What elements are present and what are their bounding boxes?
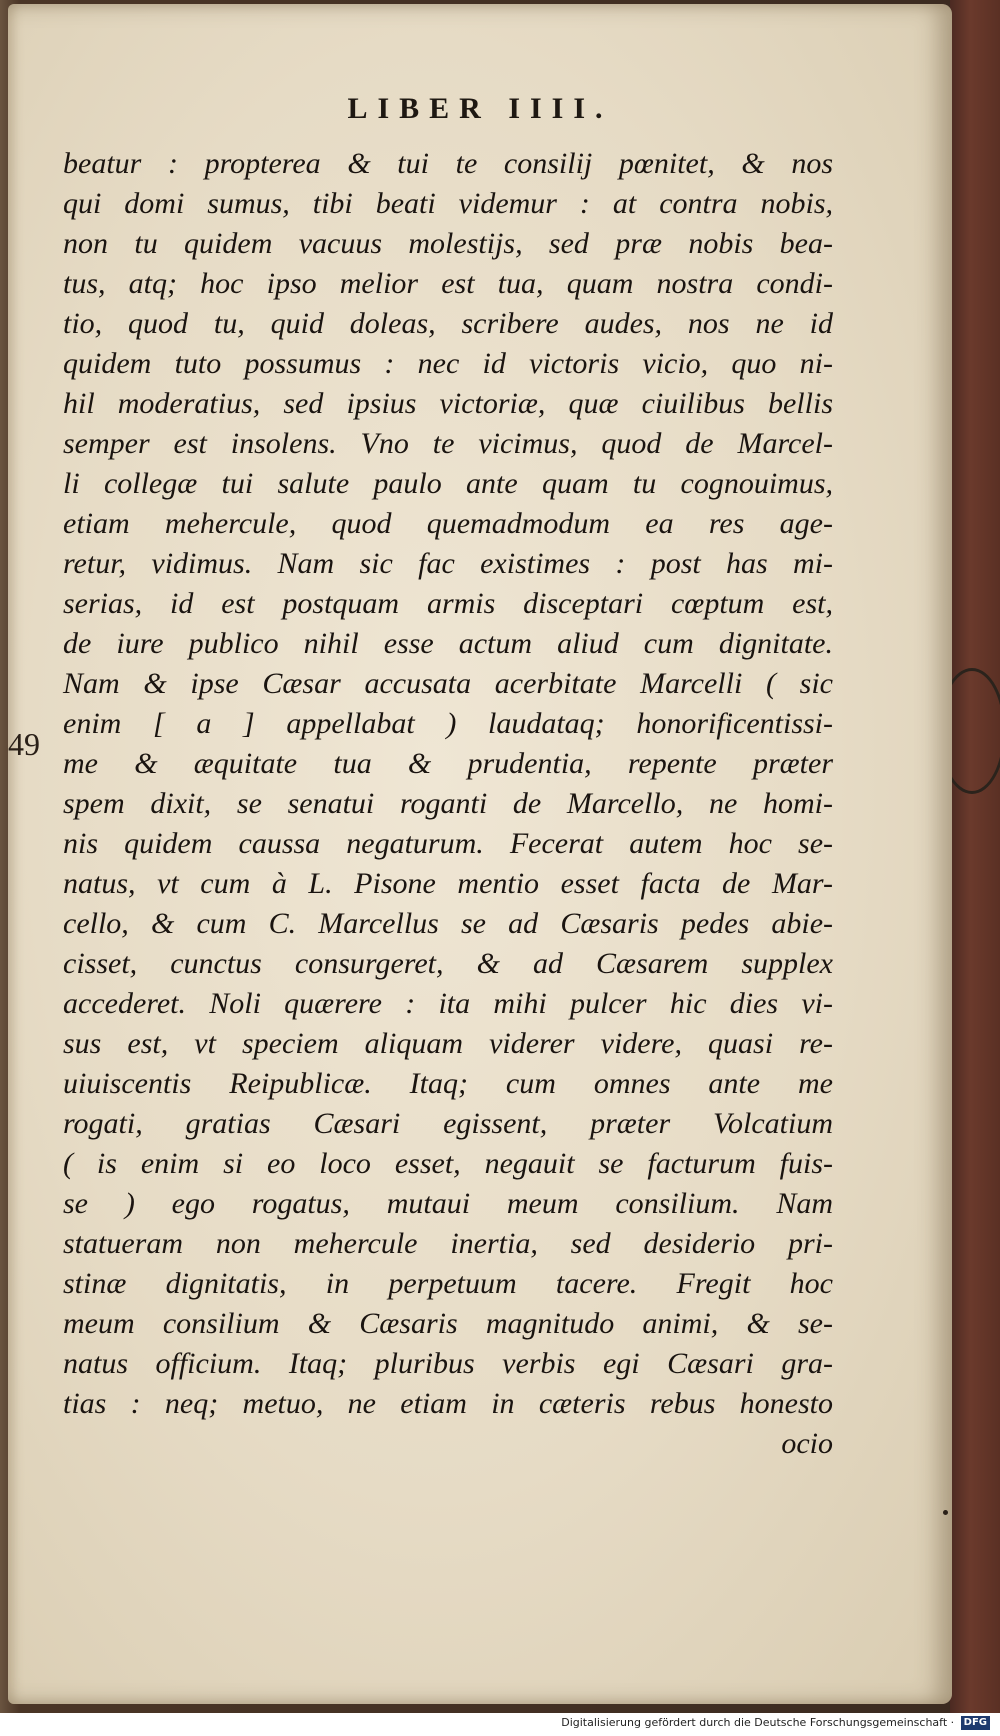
- text-line: cello, & cum C. Marcellus se ad Cæsaris pedes abie-: [63, 907, 833, 940]
- text-line: rogati, gratias Cæsari egissent, præter Volcatium: [63, 1107, 833, 1140]
- text-line: de iure publico nihil esse actum aliud cum dignitate.: [63, 627, 833, 660]
- credit-text: Digitalisierung gefördert durch die Deutsche Forschungsgemeinschaft ·: [561, 1716, 955, 1729]
- text-line: serias, id est postquam armis disceptari cœptum est,: [63, 587, 833, 620]
- text-line: retur, vidimus. Nam sic fac existimes : post has mi-: [63, 547, 833, 580]
- text-line: meum consilium & Cæsaris magnitudo animi, & se-: [63, 1307, 833, 1340]
- text-line: cisset, cunctus consurgeret, & ad Cæsarem supplex: [63, 947, 833, 980]
- text-line: hil moderatius, sed ipsius victoriæ, quæ ciuilibus bellis: [63, 387, 833, 420]
- running-head: LIBER IIII.: [347, 92, 613, 125]
- text-line: enim [ a ] appellabat ) laudataq; honorificentissi-: [63, 707, 833, 740]
- text-line: non tu quidem vacuus molestijs, sed præ nobis bea-: [63, 227, 833, 260]
- text-line: statueram non mehercule inertia, sed desiderio pri-: [63, 1227, 833, 1260]
- page-speck: [943, 1510, 948, 1515]
- text-line: beatur : propterea & tui te consilij pœnitet, & nos: [63, 147, 833, 180]
- text-line: sus est, vt speciem aliquam viderer videre, quasi re-: [63, 1027, 833, 1060]
- margin-number: 49: [8, 726, 40, 762]
- book-cover-edge: [950, 0, 1000, 1713]
- catchword: ocio: [781, 1427, 833, 1460]
- digitization-credit: [561, 1716, 990, 1730]
- text-line: ( is enim si eo loco esset, negauit se facturum fuis-: [63, 1147, 833, 1180]
- text-line: tias : neq; metuo, ne etiam in cæteris rebus honesto: [63, 1387, 833, 1420]
- text-line: stinæ dignitatis, in perpetuum tacere. Fregit hoc: [63, 1267, 833, 1300]
- text-line: natus, vt cum à L. Pisone mentio esset facta de Mar-: [63, 867, 833, 900]
- body-text: [63, 144, 833, 1464]
- text-line: tio, quod tu, quid doleas, scribere audes, nos ne id: [63, 307, 833, 340]
- text-line: spem dixit, se senatui roganti de Marcello, ne homi-: [63, 787, 833, 820]
- text-line: Nam & ipse Cæsar accusata acerbitate Marcelli ( sic: [63, 667, 833, 700]
- text-line: li collegæ tui salute paulo ante quam tu cognouimus,: [63, 467, 833, 500]
- text-line: se ) ego rogatus, mutaui meum consilium. Nam: [63, 1187, 833, 1220]
- text-line: quidem tuto possumus : nec id victoris vicio, quo ni-: [63, 347, 833, 380]
- text-line: accederet. Noli quærere : ita mihi pulcer hic dies vi-: [63, 987, 833, 1020]
- text-line: me & æquitate tua & prudentia, repente præter: [63, 747, 833, 780]
- dfg-logo-icon: DFG: [961, 1716, 990, 1730]
- text-line: nis quidem caussa negaturum. Fecerat autem hoc se-: [63, 827, 833, 860]
- text-line: uiuiscentis Reipublicæ. Itaq; cum omnes ante me: [63, 1067, 833, 1100]
- text-line: tus, atq; hoc ipso melior est tua, quam nostra condi-: [63, 267, 833, 300]
- text-line: etiam mehercule, quod quemadmodum ea res age-: [63, 507, 833, 540]
- text-line: natus officium. Itaq; pluribus verbis egi Cæsari gra-: [63, 1347, 833, 1380]
- book-page: [8, 4, 952, 1704]
- text-line: qui domi sumus, tibi beati videmur : at contra nobis,: [63, 187, 833, 220]
- text-line: semper est insolens. Vno te vicimus, quod de Marcel-: [63, 427, 833, 460]
